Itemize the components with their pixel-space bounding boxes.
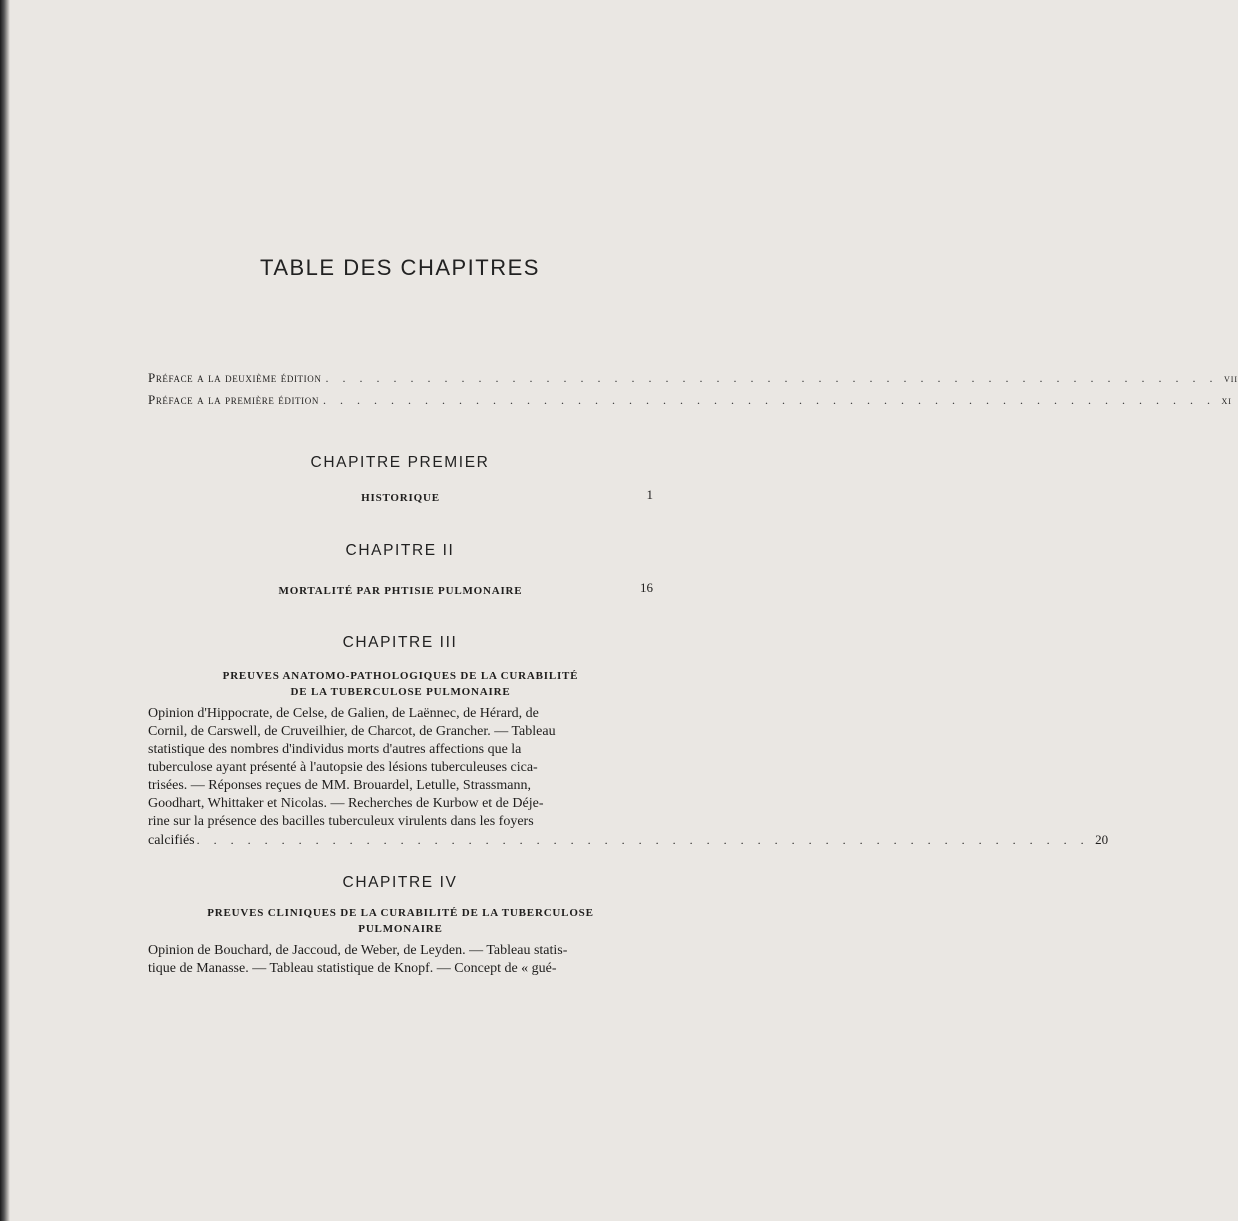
chapter-2-subtitle: MORTALITÉ PAR PHTISIE PULMONAIRE — [278, 585, 523, 597]
summary-last-line — [148, 831, 1109, 850]
chapter-3-subtitle-line: PREUVES ANATOMO-PATHOLOGIQUES DE LA CURABILITÉ — [222, 670, 579, 682]
chapter-2-heading[interactable]: CHAPITRE II — [345, 542, 455, 559]
chapter-4-heading[interactable]: CHAPITRE IV — [342, 874, 458, 891]
chapter-2-page-number: 16 — [640, 580, 653, 595]
summary-line: trisées. — Réponses reçues de MM. Brouardel, Letulle, Strassmann, — [148, 778, 531, 793]
chapter-1-page-number: 1 — [646, 487, 653, 502]
dot-leader: . . . . . . . . . . . . . . . . . . . . . . . . . . . . . . . . . . . . . . . . . . . . . . . . . . . . . — [325, 371, 1218, 385]
dot-leader: . . . . . . . . . . . . . . . . . . . . . . . . . . . . . . . . . . . . . . . . . . . . . . . . . . . . . — [322, 393, 1216, 407]
dot-leader: . . . . . . . . . . . . . . . . . . . . . . . . . . . . . . . . . . . . . . . . . . . . . . . . . . . . . — [196, 833, 1090, 847]
summary-line: tuberculose ayant présenté à l'autopsie des lésions tuberculeuses cica- — [148, 760, 538, 775]
chapter-3-heading[interactable]: CHAPITRE III — [342, 634, 458, 651]
page-title: TABLE DES CHAPITRES — [260, 255, 540, 280]
chapter-4-subtitle-line: PREUVES CLINIQUES DE LA CURABILITÉ DE LA TUBERCULOSE — [207, 907, 594, 919]
chapter-3-subtitle-line: DE LA TUBERCULOSE PULMONAIRE — [290, 686, 511, 698]
chapter-3-summary — [148, 705, 1109, 850]
chapter-4-summary — [148, 942, 653, 978]
summary-line: Opinion d'Hippocrate, de Celse, de Galien, de Laënnec, de Hérard, de — [148, 706, 539, 721]
chapter-3-subtitle — [148, 668, 653, 700]
toc-page-number: vii — [1223, 373, 1238, 385]
summary-line: Opinion de Bouchard, de Jaccoud, de Weber, de Leyden. — Tableau statis- — [148, 943, 568, 958]
chapter-1-heading[interactable]: CHAPITRE PREMIER — [310, 454, 490, 471]
summary-line: statistique des nombres d'individus morts d'autres affections que la — [148, 742, 522, 757]
summary-line: calcifiés — [148, 833, 195, 848]
chapter-4-subtitle — [148, 905, 653, 937]
summary-line: rine sur la présence des bacilles tuberculeux virulents dans les foyers — [148, 814, 534, 829]
chapter-1-subtitle: HISTORIQUE — [361, 492, 440, 504]
summary-line: Cornil, de Carswell, de Cruveilhier, de Charcot, de Grancher. — Tableau — [148, 724, 556, 739]
summary-line: Goodhart, Whittaker et Nicolas. — Recherches de Kurbow et de Déje- — [148, 796, 544, 811]
toc-page-number: xi — [1221, 395, 1232, 407]
toc-entry-label: Préface a la deuxième édition — [148, 370, 322, 385]
chapter-3-page-number: 20 — [1095, 832, 1109, 847]
toc-entry-label: Préface a la première édition — [148, 392, 319, 407]
chapter-4-subtitle-line: PULMONAIRE — [358, 923, 443, 935]
summary-line: tique de Manasse. — Tableau statistique de Knopf. — Concept de « gué- — [148, 961, 557, 976]
toc-entry-preface-2[interactable] — [148, 370, 1238, 386]
toc-entry-preface-1[interactable] — [148, 392, 1232, 408]
